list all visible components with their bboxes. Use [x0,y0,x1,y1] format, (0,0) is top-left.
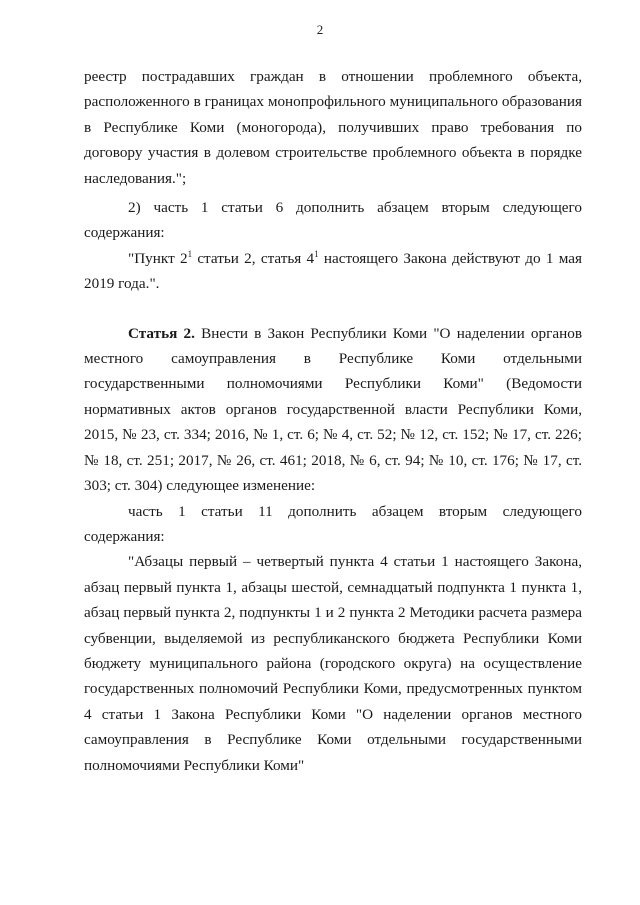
superscript-1: 1 [187,248,193,259]
paragraph-article6-amendment: 2) часть 1 статьи 6 дополнить абзацем вторым следующего содержания: [84,199,582,242]
paragraph-article-2 [84,321,582,499]
paragraph-quoted-effective-date [84,246,582,297]
paragraph-quoted-provisions: "Абзацы первый – четвертый пункта 4 статьи 1 настоящего Закона, абзац первый пункта 1, абзацы шестой, семнадцатый подпункта 1 пункта 1, абзац первый пункта 2, подпункты 1 и 2 пункта 2 Методики расчета размера субвенции, выделяемой из республиканского бюджета Республики Коми бюджету муниципального района (городского округа) на осуществление государственных полномочий Республики Коми, предусмотренных пунктом 4 статьи 1 Закона Республики Коми "О наделении органов местного самоуправления в Республике Коми отдельными государственными полномочиями Республики Коми" [84,553,582,774]
superscript-2: 1 [314,248,319,259]
article-2-heading: Статья 2. [128,324,195,342]
paragraph-article11-amendment: часть 1 статьи 11 дополнить абзацем вторым следующего содержания: [84,502,582,545]
paragraph-registry-continuation: реестр пострадавших граждан в отношении проблемного объекта, расположенного в границах монопрофильного муниципального образования в Республике Коми (моногорода), получивших право требования по договору участия в долевом строительстве проблемного объекта в порядке наследования."; [84,68,582,187]
quote-part-1: "Пункт 2 [128,249,188,267]
quote-part-2: статьи 2, статья 4 [192,249,315,267]
article-2-text: Внести в Закон Республики Коми "О наделении органов местного самоуправления в Республике Коми отдельными государственными полномочиями Республики Коми" (Ведомости нормативных актов органов государственной власти Республики Коми, 2015, № 23, ст. 334; 2016, № 1, ст. 6; № 4, ст. 52; № 12, ст. 152; № 17, ст. 226; № 18, ст. 251; 2017, № 26, ст. 461; 2018, № 6, ст. 94; № 10, ст. 176; № 17, ст. 303; ст. 304) следующее изменение: [84,324,582,495]
quote-part-3: настоящего Закона действуют до 1 мая 2019 года.". [84,249,582,293]
page-number: 2 [316,22,324,37]
document-body [84,64,582,778]
